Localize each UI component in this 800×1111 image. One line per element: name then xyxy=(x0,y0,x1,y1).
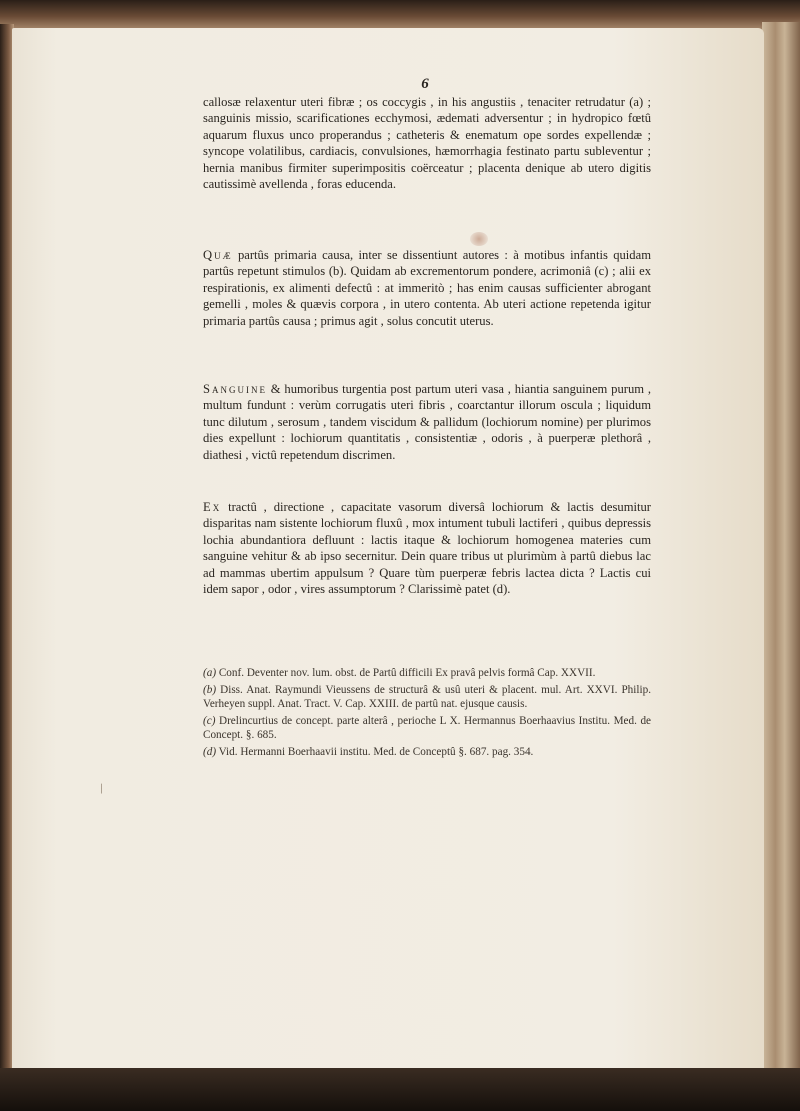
footnote-b xyxy=(203,683,651,712)
page-number: 6 xyxy=(421,76,429,92)
book-gutter xyxy=(762,22,800,1072)
paragraph-2-text: partûs primaria causa, inter se dissentiunt autores : à motibus infantis quidam partûs repetunt stimulos (b). Quidam ab excrementorum pondere, acrimoniâ (c) ; alii ex respirationis, ex alimenti defectû : at immeritò ; has enim causas sufficienter abrogant gemelli , moles & quævis corpora , in utero contenta. Ab uteri actione repetenda igitur primaria partûs causa ; primus agit , solus concutit uterus. xyxy=(203,248,651,328)
paragraph-3-text: & humoribus turgentia post partum uteri vasa , hiantia sanguinem purum , multum fundunt : verùm corrugatis uteri fibris , coarctantur illorum oscula ; liquidum tunc dilutum , serosum , tandem viscidum & pallidum (lochiorum nomine) per plurimos dies expellunt : lochiorum quantitatis , consistentiæ , odoris , à puerperæ plethorâ , diathesi , victû repetendum discrimen. xyxy=(203,382,651,462)
paragraph-2-lead: Quæ xyxy=(203,248,233,262)
footnote-b-ref: (b) xyxy=(203,683,217,696)
book-edge-top xyxy=(0,0,800,30)
footnote-d xyxy=(203,745,651,760)
footnote-b-text: Diss. Anat. Raymundi Vieussens de structurâ & usû uteri & placent. mul. Art. XXVI. Philip. Verheyen suppl. Anat. Tract. V. Cap. XXIII. de partû nat. ejusque causis. xyxy=(203,683,651,711)
footnote-c-text: Drelincurtius de concept. parte alterâ , perioche L X. Hermannus Boerhaavius Institu. Med. de Concept. §. 685. xyxy=(203,714,651,742)
paragraph-4-lead: Ex xyxy=(203,500,222,514)
footnotes xyxy=(203,666,651,762)
paragraph-4-text: tractû , directione , capacitate vasorum diversâ lochiorum & lactis desumitur disparitas nam sistente lochiorum fluxû , mox intument tubuli lactiferi , quibus depressis lochia abundantiora defluunt : lactis itaque & lochiorum homogenea materies cum sanguine vehitur & ab ipso secernitur. Dein quare tribus ut plurimùm à partû diebus lac ad mammas ubertim appulsum ? Quare tùm puerperæ febris lactea dicta ? Lactis cui idem sapor , odor , vires assumptorum ? Clarissimè patet (d). xyxy=(203,500,651,597)
paragraph-1 xyxy=(203,94,651,192)
footnote-d-text: Vid. Hermanni Boerhaavii institu. Med. de Conceptû §. 687. pag. 354. xyxy=(216,745,534,758)
footnote-a xyxy=(203,666,651,681)
pencil-mark-icon: / xyxy=(97,781,107,798)
paragraph-3-lead: Sanguine xyxy=(203,382,267,396)
book-edge-bottom xyxy=(0,1068,800,1111)
footnote-a-text: Conf. Deventer nov. lum. obst. de Partû difficili Ex pravâ pelvis formâ Cap. XXVII. xyxy=(216,667,596,679)
footnote-a-ref: (a) xyxy=(203,667,217,679)
footnote-c-ref: (c) xyxy=(203,714,216,727)
footnote-c xyxy=(203,714,651,743)
paragraph-3 xyxy=(203,381,651,463)
paragraph-4 xyxy=(203,499,651,597)
paragraph-1-text: callosæ relaxentur uteri fibræ ; os coccygis , in his angustiis , tenaciter retrudatur (a) ; sanguinis missio, scarificationes ecchymosi, ædemati adversentur ; in hydropico fœtû aquarum fluxus unco properandus ; catheteris & enematum ope sordes expellendæ ; syncope volatilibus, cardiacis, convulsiones, hæmorrhagia festinato partu subleventur ; hernia manibus firmiter superimpositis coërceatur ; placenta denique ab utero digitis cautissimè avellenda , foras educenda. xyxy=(203,95,651,192)
page-stain xyxy=(470,232,488,246)
paragraph-2 xyxy=(203,247,651,329)
footnote-d-ref: (d) xyxy=(203,745,217,758)
